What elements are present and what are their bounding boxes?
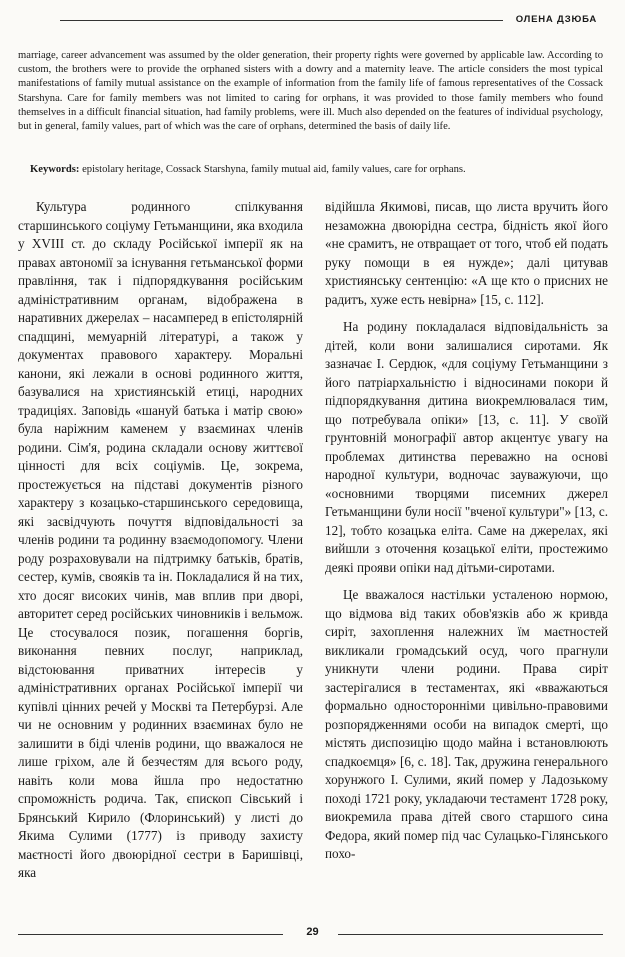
abstract-paragraph: marriage, career advancement was assumed by the older generation, their property rights were governed by applicable law. According to custom, the brothers were to provide the orphaned sisters with a dowry and a maternity leave. The article considers the most typical manifestations of family mutual assistance on the example of information from the family life of famous representatives of the Cossack Starshyna. Care for family members was not limited to caring for orphans, it was provided to those family members who found themselves in a difficult financial situation, had family problems, were ill. Much also depended on the features of individual psychology, but in general, family values, part of which was the care of orphans, determined the basis of daily life. bbox=[18, 50, 603, 133]
header-rule bbox=[60, 20, 503, 21]
running-header bbox=[0, 14, 625, 28]
right-paragraph-3: Це вважалося настільки усталеною нормою, що відмова від таких обов'язків або ж кривда сиріт, захоплення належних їм маєтностей викликали громадський осуд, чого прагнули уникнути члени родини. Права сиріт застерігалися в тестаментах, які «вважаються формально односторонніми цивільно-правовими розпорядженнями особи на випадок смерті, що містять диспозицію щодо майна і встановлюють спадкоємця» [6, с. 18]. Так, дружина генерального хорунжого І. Сулими, який помер у Ладозькому поході 1721 року, укладаючи тестамент 1728 року, виокремила права дітей свого старшого сина Федора, який помер під час Сулацько-Гілянського похо- bbox=[325, 587, 608, 861]
right-column bbox=[325, 198, 608, 864]
page-footer bbox=[0, 926, 625, 942]
right-paragraph-2: На родину покладалася відповідальність за дітей, коли вони залишалися сиротами. Як зазначає І. Сердюк, «для соціуму Гетьманщини з його патріархальністю і відносинами покори й підпорядкування дитина виокремлювалася тим, що потребувала опіки» [13, с. 11]. У своїй грунтовній монографії автор акцентує увагу на проблемах дитинства переважно на основі народної культури, водночас зауважуючи, що «основними творцями писемних джерел Гетьманщини були носії "вченої культури"» [13, с. 12], тобто козацька еліта. Саме на джерелах, які вийшли з оточення козацької еліти, простежимо деякі прояви опіки над дітьми-сиротами. bbox=[325, 319, 608, 575]
right-paragraph-1: відійшла Якимові, писав, що листа вручить його незаможна двоюрідна сестра, бідність якої його «не срамитъ, не отвращает от того, чтоб ей подать руку помощи в ея нужде»; далі цитував християнську сентенцію: «А ще кто о присних не радитъ, хуже есть невірна» [15, с. 112]. bbox=[325, 199, 608, 307]
left-paragraph-1: Культура родинного спілкування старшинського соціуму Гетьманщини, яка входила у XVIII ст. до складу Російської імперії як на правах автономії за існування гетьманської форми правління, так і підпорядкування російським адміністративним органам, відображена в наративних джерелах – насамперед в епістолярній спадщині, мемуарній літературі, а також у документах правового характеру. Моральні канони, які лежали в основі родинного життя, базувалися на християнській етиці, народних традиціях. Заповідь «шануй батька і матір свою» була наріжним каменем у взаєминах членів родини. Сім'я, родина складали основу життєвої цінності для всіх соціумів. Це, зокрема, простежується на підставі документів різного характеру з козацько-старшинського середовища, які засвідчують почуття відповідальності за членів родини та родинну взаємодопомогу. Члени роду розраховували на підтримку батьків, братів, сестер, кумів, свояків та ін. Покладалися й на тих, хто досяг високих чинів, мав вплив при дворі, авторитет серед російських чиновників і вельмож. Це стосувалося позик, погашення боргів, виконання певних послуг, наприклад, відстоювання приватних інтересів у адміністративних органах Російської імперії чи купівлі цінних речей у Москві та Петербурзі. Але чи не основним у родинних взаєминах було не залишити в біді членів родини, що вважалося не лише гріхом, але й безчестям для всього роду, навіть коли мова йшла про недостатню спроможність родича. Так, єпископ Сівський і Брянський Кирило (Флоринський) у листі до Якима Сулими (1777) із приводу захисту маєтності його двоюрідної сестри в Баришівці, яка bbox=[18, 199, 303, 880]
running-header-author: ОЛЕНА ДЗЮБА bbox=[515, 14, 597, 25]
keywords-text: epistolary heritage, Cossack Starshyna, family mutual aid, family values, care for orphans. bbox=[79, 164, 466, 175]
left-column bbox=[18, 198, 303, 883]
keywords-line bbox=[18, 163, 603, 177]
footer-rule-right bbox=[338, 934, 603, 935]
keywords-label: Keywords: bbox=[30, 164, 80, 175]
page-number: 29 bbox=[306, 926, 319, 938]
